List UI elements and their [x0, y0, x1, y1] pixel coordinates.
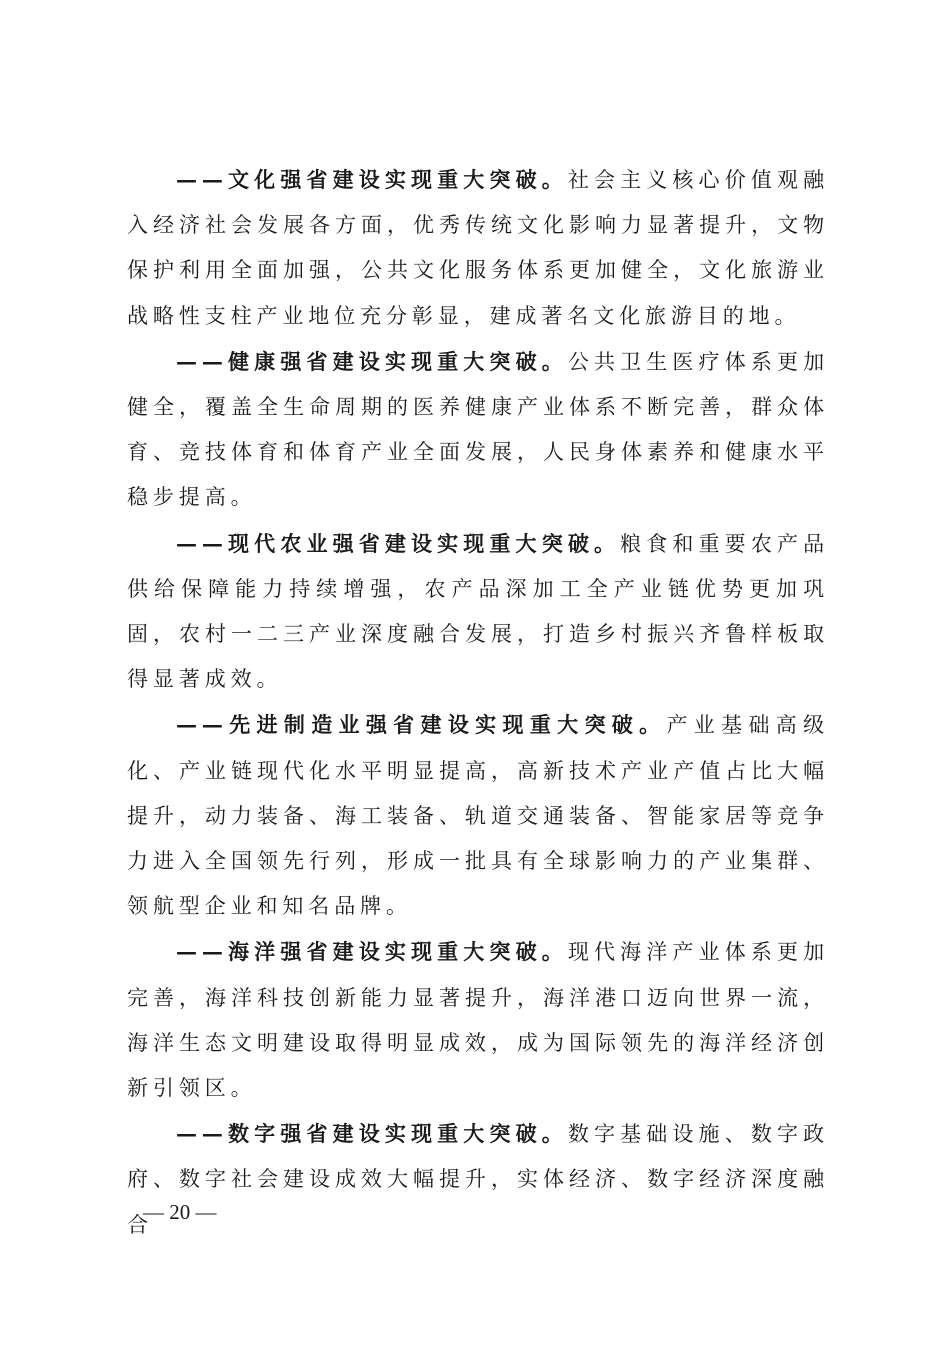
- paragraph-text: 粮食和重要农产品供给保障能力持续增强，农产品深加工全产业链优势更加巩固，农村一二三产业深度融合发展，打造乡村振兴齐鲁样板取得显著成效。: [127, 531, 829, 692]
- paragraph-culture: [127, 157, 829, 339]
- paragraph-text: 产业基础高级化、产业链现代化水平明显提高，高新技术产业产值占比大幅提升，动力装备、海工装备、轨道交通装备、智能家居等竞争力进入全国领先行列，形成一批具有全球影响力的产业集群、领航型企业和知名品牌。: [127, 713, 830, 919]
- paragraph-digital: [127, 1111, 829, 1248]
- paragraph-text: 公共卫生医疗体系更加健全，覆盖全生命周期的医养健康产业体系不断完善，群众体育、竞技体育和体育产业全面发展，人民身体素养和健康水平稳步提高。: [127, 349, 830, 510]
- paragraph-manufacturing: [127, 702, 829, 929]
- paragraph-heading: ——健康强省建设实现重大突破。: [176, 348, 568, 374]
- paragraph-text: 数字基础设施、数字政府、数字社会建设成效大幅提升，实体经济、数字经济深度融合: [127, 1122, 830, 1237]
- paragraph-heading: ——海洋强省建设实现重大突破。: [176, 939, 568, 965]
- paragraph-agriculture: [127, 521, 829, 703]
- document-body: [127, 157, 829, 1248]
- paragraph-health: [127, 339, 829, 521]
- paragraph-text: 现代海洋产业体系更加完善，海洋科技创新能力显著提升，海洋港口迈向世界一流，海洋生态文明建设取得明显成效，成为国际领先的海洋经济创新引领区。: [127, 940, 830, 1101]
- paragraph-text: 社会主义核心价值观融入经济社会发展各方面，优秀传统文化影响力显著提升，文物保护利用全面加强，公共文化服务体系更加健全，文化旅游业战略性支柱产业地位充分彰显，建成著名文化旅游目的地。: [127, 168, 830, 328]
- paragraph-heading: ——现代农业强省建设实现重大突破。: [176, 530, 621, 556]
- paragraph-heading: ——数字强省建设实现重大突破。: [176, 1121, 568, 1147]
- paragraph-heading: ——文化强省建设实现重大突破。: [176, 167, 568, 192]
- page-number: — 20 —: [143, 1200, 217, 1224]
- paragraph-ocean: [127, 929, 829, 1111]
- paragraph-heading: ——先进制造业强省建设实现重大突破。: [176, 712, 667, 738]
